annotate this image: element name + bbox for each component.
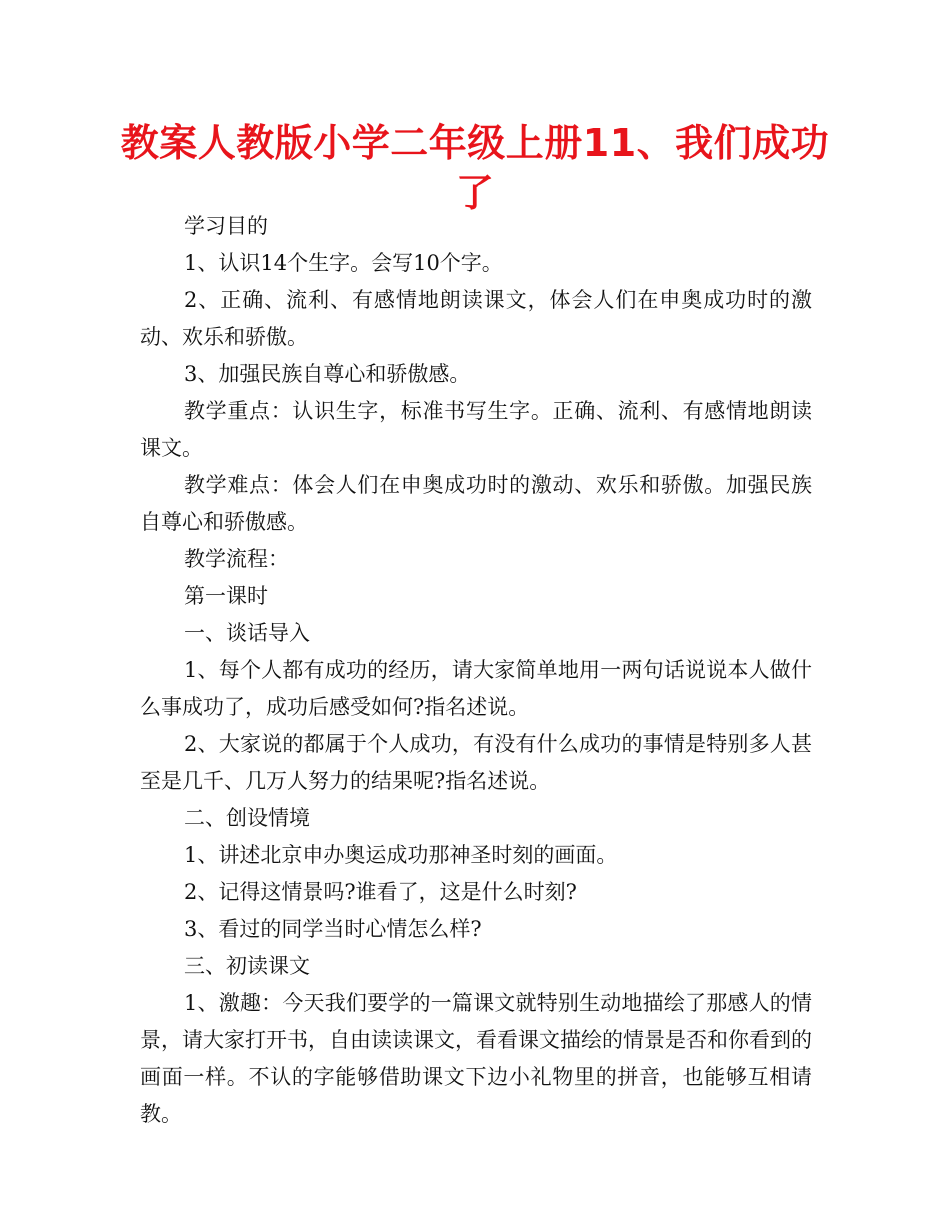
paragraph: 2、正确、流利、有感情地朗读课文，体会人们在申奥成功时的激动、欢乐和骄傲。: [140, 288, 812, 349]
paragraph: 1、讲述北京申办奥运成功那神圣时刻的画面。: [184, 843, 618, 867]
document-body: [140, 208, 812, 1133]
paragraph: 教学流程：: [184, 547, 289, 571]
paragraph: 二、创设情境: [184, 806, 310, 830]
paragraph: 3、加强民族自尊心和骄傲感。: [184, 362, 471, 386]
paragraph: 1、激趣：今天我们要学的一篇课文就特别生动地描绘了那感人的情景，请大家打开书，自由读读课文，看看课文描绘的情景是否和你看到的画面一样。不认的字能够借助课文下边小礼物里的拼音，也能够互相请教。: [140, 991, 812, 1126]
paragraph: 一、谈话导入: [184, 621, 310, 645]
paragraph: 1、认识14个生字。会写10个字。: [184, 251, 503, 275]
paragraph: 2、记得这情景吗?谁看了，这是什么时刻?: [184, 880, 577, 904]
paragraph: 三、初读课文: [184, 954, 310, 978]
document-title: 教案人教版小学二年级上册11、我们成功了: [120, 121, 830, 215]
paragraph: 学习目的: [184, 214, 268, 238]
paragraph: 2、大家说的都属于个人成功，有没有什么成功的事情是特别多人甚至是几千、几万人努力的结果呢?指名述说。: [140, 732, 812, 793]
paragraph: 1、每个人都有成功的经历，请大家简单地用一两句话说说本人做什么事成功了，成功后感受如何?指名述说。: [140, 658, 812, 719]
paragraph: 3、看过的同学当时心情怎么样?: [184, 917, 482, 941]
paragraph: 第一课时: [184, 584, 268, 608]
paragraph: 教学重点：认识生字，标准书写生字。正确、流利、有感情地朗读课文。: [140, 399, 812, 460]
paragraph: 教学难点：体会人们在申奥成功时的激动、欢乐和骄傲。加强民族自尊心和骄傲感。: [140, 473, 812, 534]
